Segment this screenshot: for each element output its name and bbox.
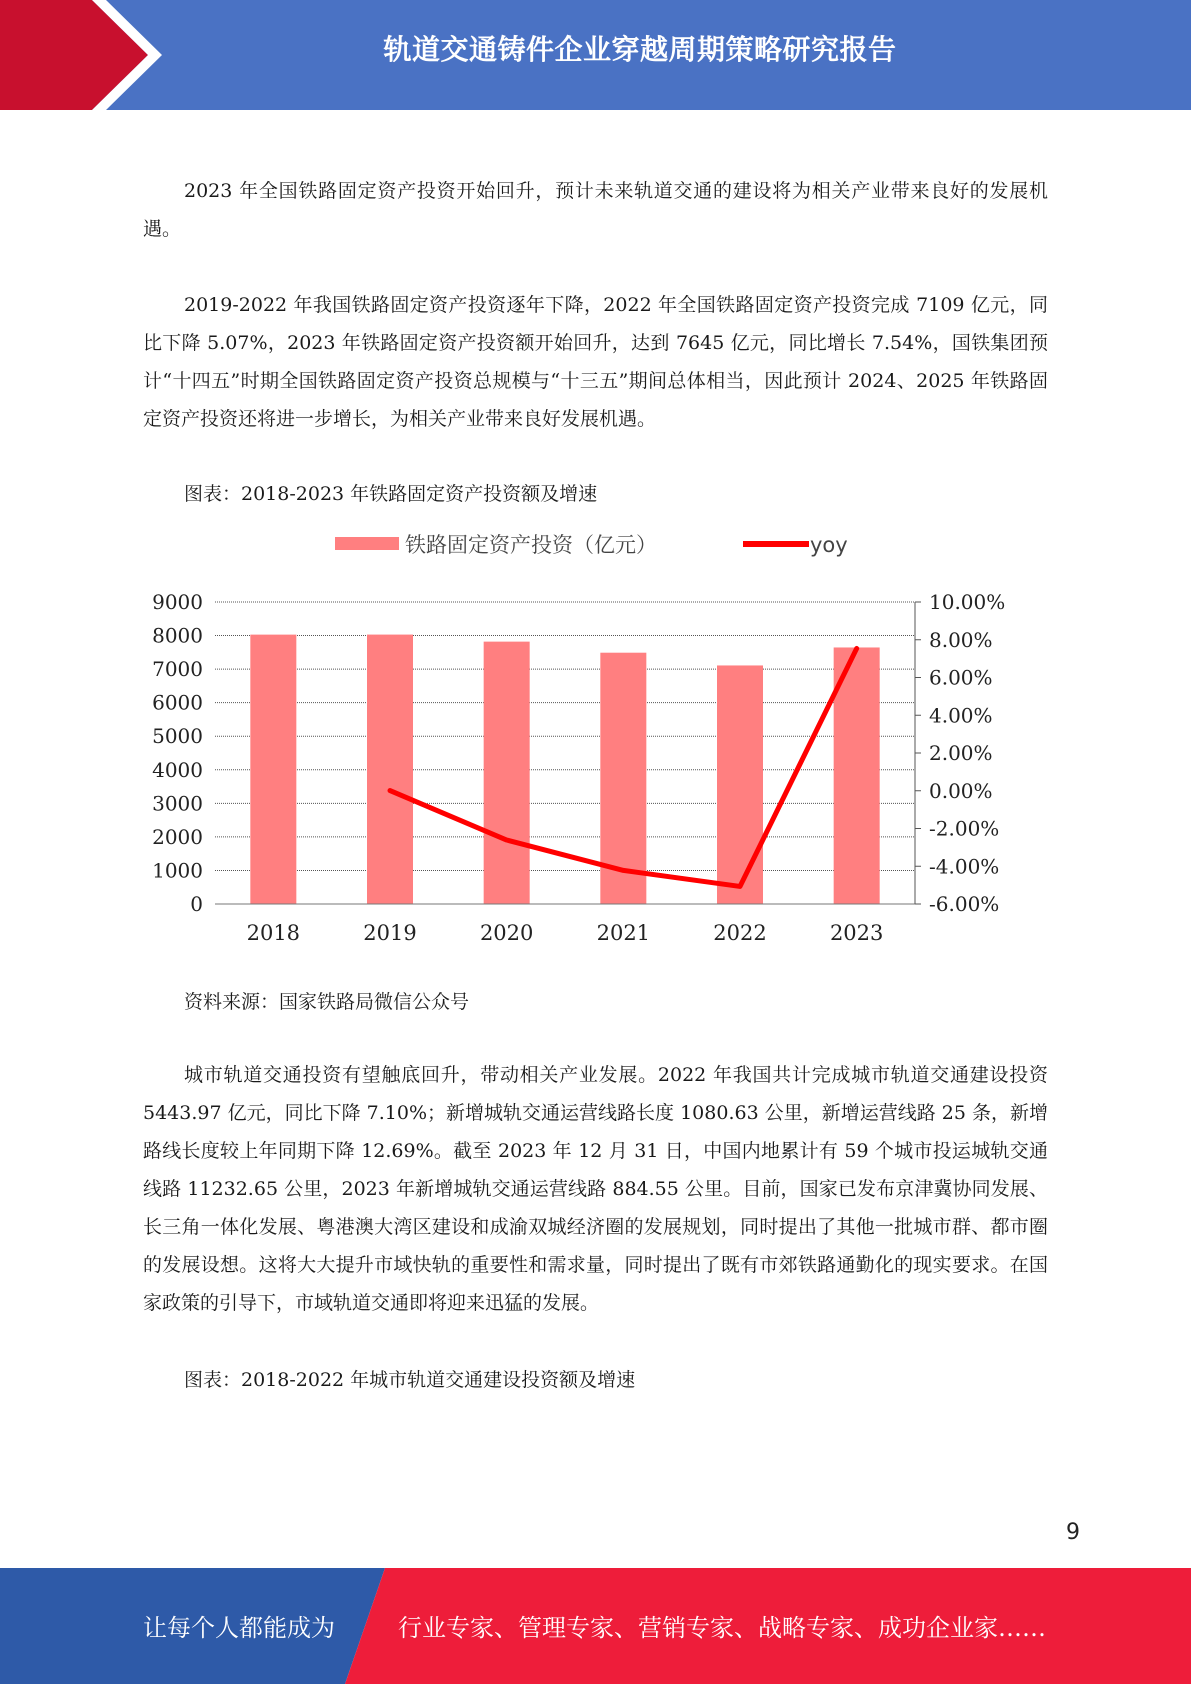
y-left-tick-label: 0: [190, 892, 203, 916]
source-caption: 资料来源：国家铁路局微信公众号: [184, 991, 470, 1013]
x-tick-label: 2023: [829, 921, 884, 945]
y-left-tick-label: 7000: [152, 657, 203, 682]
page-header: [0, 0, 1191, 110]
y-left-tick-label: 8000: [152, 623, 203, 648]
y-right-tick-label: 4.00%: [929, 703, 993, 728]
chart-axes: [215, 602, 921, 904]
x-tick-label: 2022: [713, 921, 767, 945]
y-left-tick-label: 4000: [152, 757, 203, 782]
y-right-tick-label: 6.00%: [929, 665, 993, 690]
x-tick-label: 2018: [246, 921, 301, 945]
y-right-tick-label: 0.00%: [929, 778, 993, 803]
footer-slogan-right: 行业专家、管理专家、营销专家、战略专家、成功企业家……: [398, 1614, 1046, 1642]
urban-rail-paragraph: 城市轨道交通投资有望触底回升，带动相关产业发展。2022 年我国共计完成城市轨道交通建设投资 5443.97 亿元，同比下降 7.10%；新增城轨交通运营线路长度 1080.63 公里，新增运营线路 25 条，新增路线长度较上年同期下降 12.69%。截至 2023 年 12 月 31 日，中国内地累计有 59 个城市投运城轨交通线路 11232.65 公里，2023 年新增城轨交通运营线路 884.55 公里。目前，国家已发布京津冀协同发展、长三角一体化发展、粤港澳大湾区建设和成渝双城经济圈的发展规划，同时提出了其他一批城市群、都市圈的发展设想。这将大大提升市域快轨的重要性和需求量，同时提出了既有市郊铁路通勤化的现实要求。在国家政策的引导下，市域轨道交通即将迎来迅猛的发展。: [143, 1064, 1048, 1314]
y-right-tick-label: -6.00%: [929, 892, 1000, 916]
x-tick-label: 2021: [596, 921, 651, 945]
bar-2018: [250, 635, 296, 904]
chart-gridlines: [215, 602, 915, 870]
figure-caption-railway: 图表：2018-2023 年铁路固定资产投资额及增速: [184, 483, 598, 505]
y-right-tick-label: 2.00%: [929, 741, 993, 765]
x-tick-label: 2019: [363, 921, 417, 945]
footer-slogan-left: 让每个人都能成为: [143, 1614, 335, 1642]
y-right-tick-label: -4.00%: [929, 854, 1000, 879]
x-tick-label: 2020: [479, 921, 534, 945]
legend-bar-label: 铁路固定资产投资（亿元）: [405, 533, 657, 557]
railway-investment-paragraph: 2019-2022 年我国铁路固定资产投资逐年下降，2022 年全国铁路固定资产投资完成 7109 亿元，同比下降 5.07%，2023 年铁路固定资产投资额开始回升，达到 7645 亿元，同比增长 7.54%，国铁集团预计“十四五”时期全国铁路固定资产投资总规模与“十三五”期间总体相当，因此预计 2024、2025 年铁路固定资产投资还将进一步增长，为相关产业带来良好发展机遇。: [143, 294, 1048, 430]
report-title: 轨道交通铸件企业穿越周期策略研究报告: [383, 33, 897, 66]
bar-2019: [367, 635, 413, 904]
y-left-tick-label: 1000: [152, 858, 203, 883]
y-left-tick-label: 9000: [152, 590, 203, 614]
figure-caption-urban-rail: 图表：2018-2022 年城市轨道交通建设投资额及增速: [184, 1369, 636, 1391]
y-left-tick-label: 3000: [152, 791, 203, 816]
bar-2022: [717, 665, 763, 904]
y-left-tick-label: 2000: [152, 824, 203, 849]
y-right-tick-label: -2.00%: [929, 816, 1000, 841]
railway-investment-chart: [143, 520, 1043, 950]
y-right-tick-label: 10.00%: [929, 590, 1006, 614]
bar-2020: [484, 642, 530, 904]
y-right-tick-label: 8.00%: [929, 627, 993, 652]
legend-line-label: yoy: [810, 533, 848, 557]
page-number: 9: [1066, 1520, 1080, 1545]
y-left-tick-label: 5000: [152, 724, 203, 749]
legend-bar-swatch: [335, 537, 399, 550]
page-footer: [0, 1568, 1191, 1684]
legend-line-swatch: [743, 541, 809, 547]
y-left-tick-label: 6000: [152, 690, 203, 715]
intro-paragraph: 2023 年全国铁路固定资产投资开始回升，预计未来轨道交通的建设将为相关产业带来良好的发展机遇。: [143, 180, 1048, 240]
chart-legend: [335, 533, 848, 557]
